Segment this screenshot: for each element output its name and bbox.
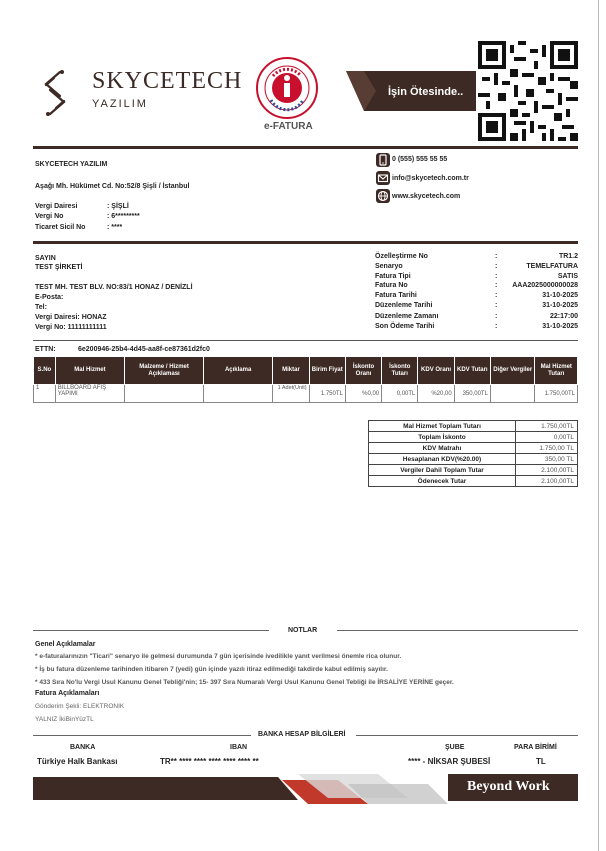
totals-table [368, 420, 578, 487]
efatura-label: e-FATURA [264, 121, 313, 132]
info-value: AAA2025000000028 [512, 282, 578, 289]
iban-header: IBAN [230, 744, 248, 751]
notes-general-title: Genel Açıklamalar [35, 641, 96, 648]
total-row [369, 421, 578, 432]
total-row [369, 476, 578, 487]
buyer-tel-label: Tel: [35, 304, 47, 311]
info-sep: : [495, 253, 498, 260]
brand-subtitle: YAZILIM [92, 98, 148, 110]
info-label: Senaryo [375, 263, 403, 270]
info-value: 31-10-2025 [542, 323, 578, 330]
info-value: SATIS [557, 273, 578, 280]
total-row [369, 465, 578, 476]
sender-tax-no: : 6********* [107, 213, 140, 220]
total-value: 2.100,00TL [516, 476, 578, 487]
phone-icon [376, 153, 390, 167]
info-divider [33, 340, 578, 341]
table-cell: %20,00 [418, 385, 454, 403]
items-table [33, 356, 578, 403]
total-row [369, 432, 578, 443]
info-label: Özelleştirme No [375, 253, 428, 260]
skycetech-logo-icon [40, 68, 70, 118]
notes-title: NOTLAR [288, 627, 318, 634]
table-cell [490, 385, 535, 403]
info-label: Düzenleme Tarihi [375, 302, 433, 309]
total-row [369, 443, 578, 454]
note-line: * İş bu fatura düzenleme tarihinden itibaren 7 (yedi) gün içinde yazılı itiraz edilmediği takdirde kabul edilmiş sayılır. [35, 666, 388, 673]
total-label: KDV Matrahı [369, 443, 516, 454]
invoice-notes-title: Fatura Açıklamaları [35, 690, 100, 697]
column-header: Diğer Vergiler [490, 357, 535, 385]
table-cell: 0,00TL [382, 385, 418, 403]
total-label: Ödenecek Tutar [369, 476, 516, 487]
table-cell: 1.750,00TL [535, 385, 578, 403]
column-header: Mal Hizmet Tutarı [535, 357, 578, 385]
bank-header: BANKA [70, 744, 96, 751]
info-value: TEMELFATURA [526, 263, 578, 270]
ettn-value: 6e200946-25b4-4d45-aa8f-ce87361d2fc0 [78, 346, 210, 353]
buyer-address: TEST MH. TEST BLV. NO:83/1 HONAZ / DENİZLİ [35, 284, 193, 291]
amount-in-words: YALNIZ İkiBinYüzTL [35, 716, 94, 723]
total-value: 0,00TL [516, 432, 578, 443]
sender-company: SKYCETECH YAZILIM [35, 161, 108, 168]
column-header: Birim Fiyat [309, 357, 345, 385]
info-value: 22:17:00 [549, 313, 578, 320]
gib-seal-icon [255, 56, 319, 120]
footer-slogan: Beyond Work [467, 779, 550, 794]
table-cell: 1.750TL [309, 385, 345, 403]
info-label: Fatura Tipi [375, 273, 411, 280]
info-sep: : [495, 323, 498, 330]
info-label: Düzenleme Zamanı [375, 313, 439, 320]
info-sep: : [495, 292, 498, 299]
qr-code-icon [478, 41, 578, 141]
sender-trade-reg-label: Ticaret Sicil No [35, 224, 86, 231]
total-label: Toplam İskonto [369, 432, 516, 443]
branch-header: ŞUBE [445, 744, 465, 751]
total-label: Vergiler Dahil Toplam Tutar [369, 465, 516, 476]
total-label: Mal Hizmet Toplam Tutarı [369, 421, 516, 432]
total-value: 1.750,00 TL [516, 443, 578, 454]
buyer-name: TEST ŞİRKETİ [35, 264, 83, 271]
info-sep: : [495, 263, 498, 270]
note-line: * e-faturalarınızın "Ticari" senaryo ile gelmesi durumunda 7 gün içerisinde ivedilikle yanıt verilmesi önemle rica olunur. [35, 653, 402, 660]
info-value: 31-10-2025 [542, 292, 578, 299]
total-label: Hesaplanan KDV(%20.00) [369, 454, 516, 465]
buyer-tax-no: Vergi No: 11111111111 [35, 324, 107, 331]
total-value: 1.750,00TL [516, 421, 578, 432]
bank-divider-right [356, 735, 578, 736]
buyer-email-label: E-Posta: [35, 294, 64, 301]
info-value: TR1.2 [558, 253, 578, 260]
info-label: Fatura Tarihi [375, 292, 417, 299]
iban-value: TR** **** **** **** **** **** ** [160, 757, 259, 766]
send-method: Gönderim Şekli: ELEKTRONIK [35, 703, 125, 710]
table-cell: BILLBOARD AFİŞ YAPIMI [55, 385, 124, 403]
slogan-text: İşin Ötesinde.. [388, 86, 464, 98]
column-header: İskonto Tutarı [382, 357, 418, 385]
ettn-label: ETTN: [35, 346, 56, 353]
column-header: Miktar [273, 357, 309, 385]
sender-trade-reg: : **** [107, 224, 123, 231]
footer-decoration [258, 770, 448, 804]
info-sep: : [495, 273, 498, 280]
column-header: Mal Hizmet [55, 357, 124, 385]
column-header: S.No [34, 357, 56, 385]
currency-value: TL [536, 757, 546, 766]
notes-divider-left [33, 630, 269, 631]
info-label: Son Ödeme Tarihi [375, 323, 435, 330]
email-icon [376, 171, 390, 185]
column-header: Malzeme / Hizmet Açıklaması [125, 357, 204, 385]
info-label: Fatura No [375, 282, 408, 289]
globe-icon [376, 189, 390, 203]
info-value: 31-10-2025 [542, 302, 578, 309]
sender-tax-office: : ŞİŞLİ [107, 203, 129, 210]
contact-email: info@skycetech.com.tr [392, 175, 469, 182]
contact-web: www.skycetech.com [392, 193, 461, 200]
table-cell: %0,00 [345, 385, 381, 403]
table-row [34, 385, 578, 403]
footer-bar-left [33, 777, 278, 800]
total-row [369, 454, 578, 465]
column-header: KDV Oranı [418, 357, 454, 385]
contact-phone: 0 (555) 555 55 55 [392, 156, 448, 163]
table-header-row [34, 357, 578, 385]
column-header: İskonto Oranı [345, 357, 381, 385]
branch-value: **** - NİKSAR ŞUBESİ [408, 757, 491, 766]
table-cell: 1 Adet(Unit) [273, 385, 309, 403]
column-header: Açıklama [203, 357, 272, 385]
total-value: 350,00 TL [516, 454, 578, 465]
info-sep: : [495, 302, 498, 309]
buyer-tax-office: Vergi Dairesi: HONAZ [35, 314, 107, 321]
column-header: KDV Tutarı [454, 357, 490, 385]
notes-divider-right [337, 630, 578, 631]
table-cell [125, 385, 204, 403]
sender-tax-no-label: Vergi No [35, 213, 64, 220]
bank-name: Türkiye Halk Bankası [37, 757, 118, 766]
header-divider [33, 146, 578, 149]
bank-divider-left [33, 735, 251, 736]
info-sep: : [495, 282, 498, 289]
note-line: * 433 Sıra No'lu Vergi Usul Kanunu Genel Tebliği'nin; 15- 397 Sıra Numaralı Vergi Usul Kanunu Genel Tebliği ile İRSALİYE YERİNE geçer. [35, 679, 454, 686]
currency-header: PARA BİRİMİ [514, 744, 557, 751]
bank-title: BANKA HESAP BİLGİLERİ [258, 731, 346, 738]
brand-name: SKYCETECH [92, 68, 243, 94]
table-cell [203, 385, 272, 403]
sender-tax-office-label: Vergi Dairesi [35, 203, 78, 210]
sender-address: Aşağı Mh. Hükümet Cd. No:52/8 Şişli / İstanbul [35, 183, 190, 190]
table-cell: 350,00TL [454, 385, 490, 403]
info-sep: : [495, 313, 498, 320]
table-cell: 1 [34, 385, 56, 403]
buyer-salutation: SAYIN [35, 255, 56, 262]
sender-divider [33, 241, 578, 244]
total-value: 2.100,00TL [516, 465, 578, 476]
